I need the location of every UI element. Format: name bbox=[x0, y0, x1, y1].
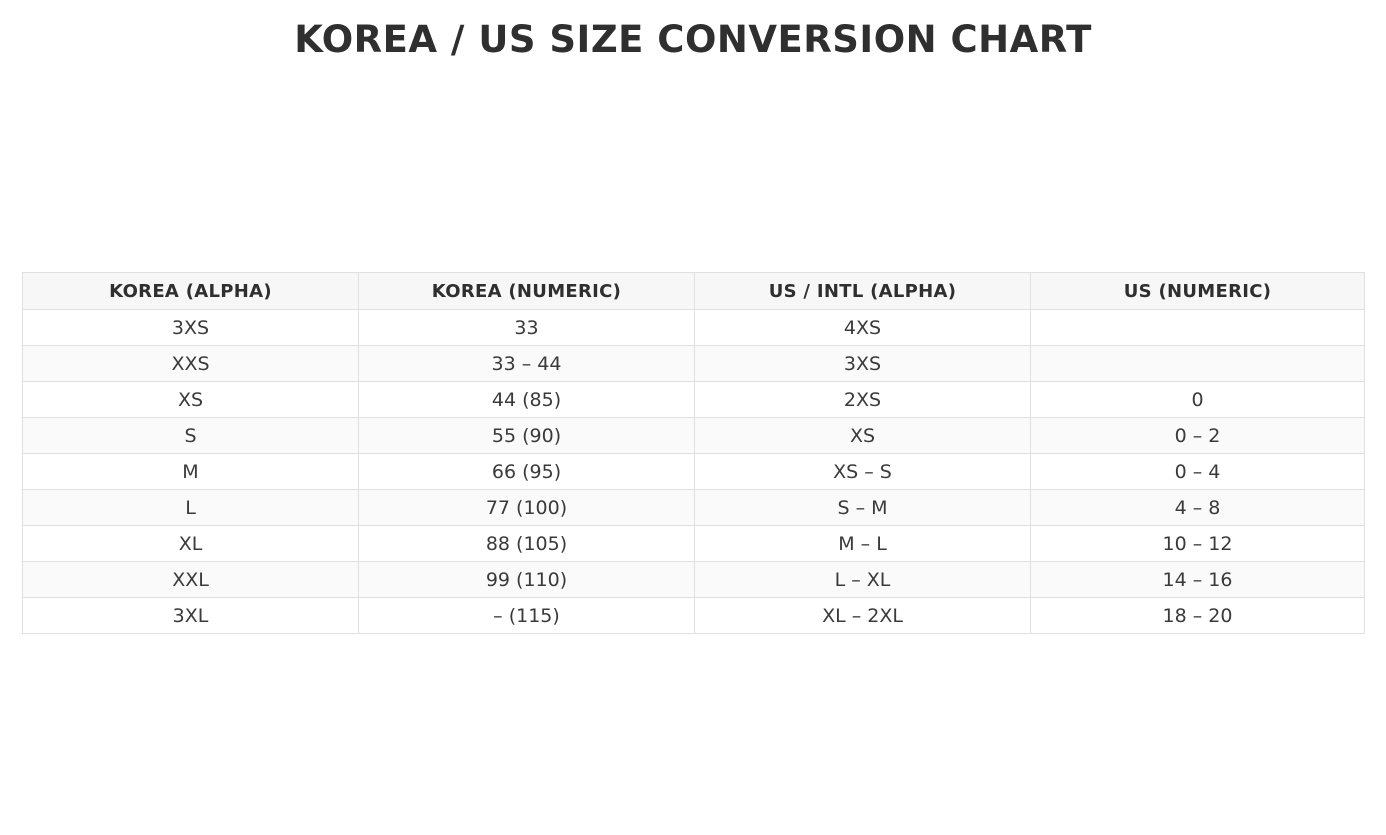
table-row bbox=[23, 418, 1365, 454]
cell-korea-alpha: S bbox=[23, 418, 359, 454]
table-row bbox=[23, 562, 1365, 598]
cell-us-intl-alpha: 4XS bbox=[695, 310, 1031, 346]
cell-us-numeric: 14 – 16 bbox=[1031, 562, 1365, 598]
cell-us-intl-alpha: L – XL bbox=[695, 562, 1031, 598]
cell-korea-alpha: 3XS bbox=[23, 310, 359, 346]
cell-us-intl-alpha: S – M bbox=[695, 490, 1031, 526]
cell-us-intl-alpha: 2XS bbox=[695, 382, 1031, 418]
cell-us-numeric: 0 bbox=[1031, 382, 1365, 418]
table-row bbox=[23, 490, 1365, 526]
cell-korea-numeric: 55 (90) bbox=[359, 418, 695, 454]
cell-korea-alpha: XXS bbox=[23, 346, 359, 382]
table-row bbox=[23, 346, 1365, 382]
table-header-row bbox=[23, 273, 1365, 310]
cell-us-numeric: 10 – 12 bbox=[1031, 526, 1365, 562]
cell-korea-numeric: 88 (105) bbox=[359, 526, 695, 562]
cell-korea-alpha: XS bbox=[23, 382, 359, 418]
cell-korea-numeric: 44 (85) bbox=[359, 382, 695, 418]
table-row bbox=[23, 310, 1365, 346]
cell-korea-numeric: 66 (95) bbox=[359, 454, 695, 490]
table-row bbox=[23, 598, 1365, 634]
cell-korea-numeric: 33 bbox=[359, 310, 695, 346]
table-row bbox=[23, 454, 1365, 490]
cell-us-numeric bbox=[1031, 346, 1365, 382]
cell-korea-numeric: 77 (100) bbox=[359, 490, 695, 526]
cell-us-intl-alpha: M – L bbox=[695, 526, 1031, 562]
cell-us-numeric bbox=[1031, 310, 1365, 346]
size-conversion-table bbox=[22, 272, 1365, 634]
page-title: KOREA / US SIZE CONVERSION CHART bbox=[294, 18, 1092, 61]
cell-korea-alpha: L bbox=[23, 490, 359, 526]
cell-us-numeric: 4 – 8 bbox=[1031, 490, 1365, 526]
cell-korea-numeric: 99 (110) bbox=[359, 562, 695, 598]
cell-us-intl-alpha: XS – S bbox=[695, 454, 1031, 490]
size-conversion-table-container bbox=[22, 272, 1364, 634]
cell-us-intl-alpha: XS bbox=[695, 418, 1031, 454]
cell-korea-numeric: 33 – 44 bbox=[359, 346, 695, 382]
cell-us-intl-alpha: XL – 2XL bbox=[695, 598, 1031, 634]
cell-korea-alpha: M bbox=[23, 454, 359, 490]
cell-korea-alpha: 3XL bbox=[23, 598, 359, 634]
cell-us-numeric: 18 – 20 bbox=[1031, 598, 1365, 634]
cell-korea-alpha: XXL bbox=[23, 562, 359, 598]
column-header-us-intl-alpha: US / INTL (ALPHA) bbox=[695, 273, 1031, 310]
column-header-korea-numeric: KOREA (NUMERIC) bbox=[359, 273, 695, 310]
column-header-us-numeric: US (NUMERIC) bbox=[1031, 273, 1365, 310]
column-header-korea-alpha: KOREA (ALPHA) bbox=[23, 273, 359, 310]
cell-us-numeric: 0 – 4 bbox=[1031, 454, 1365, 490]
cell-korea-alpha: XL bbox=[23, 526, 359, 562]
cell-us-numeric: 0 – 2 bbox=[1031, 418, 1365, 454]
cell-korea-numeric: – (115) bbox=[359, 598, 695, 634]
table-row bbox=[23, 382, 1365, 418]
table-row bbox=[23, 526, 1365, 562]
cell-us-intl-alpha: 3XS bbox=[695, 346, 1031, 382]
